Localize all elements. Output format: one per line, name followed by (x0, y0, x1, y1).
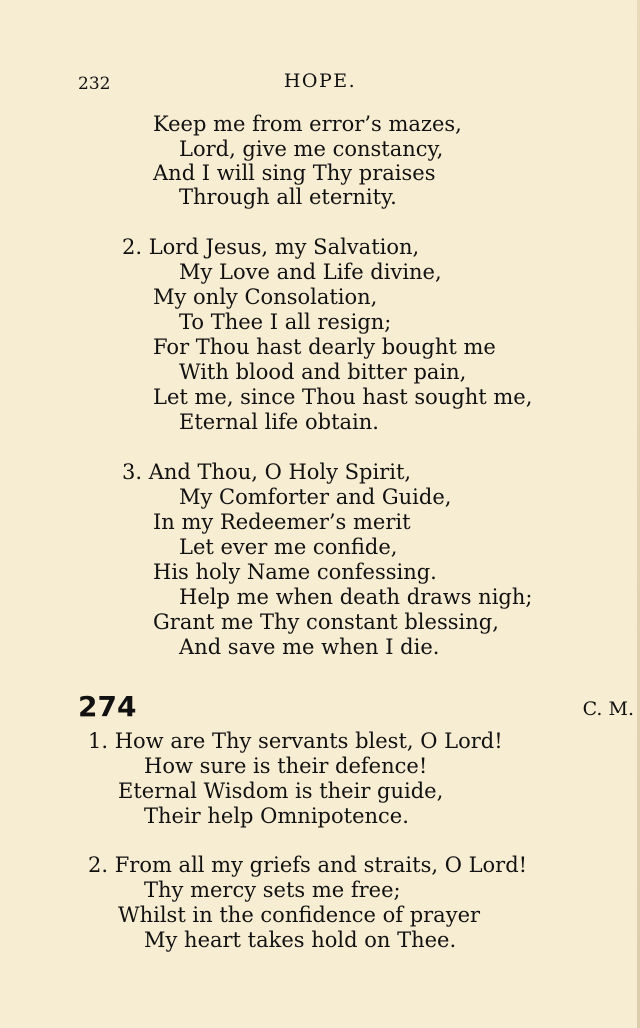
verse-line: How sure is their defence! (144, 754, 428, 778)
page-number: 232 (78, 74, 111, 94)
hymn-number: 274 (78, 690, 137, 723)
verse-line: And I will sing Thy praises (153, 161, 436, 185)
hymn-meter: C. M. (582, 698, 634, 720)
verse-line: My only Consolation, (153, 285, 378, 309)
verse-line: With blood and bitter pain, (179, 360, 467, 384)
verse-line: Their help Omnipotence. (144, 804, 409, 828)
verse-line: 3. And Thou, O Holy Spirit, (122, 460, 412, 484)
verse-line: Help me when death draws nigh; (179, 585, 533, 609)
verse-line: 1. How are Thy servants blest, O Lord! (88, 729, 503, 753)
verse-line: Keep me from error’s mazes, (153, 112, 462, 136)
verse-line: Let ever me confide, (179, 535, 398, 559)
verse-line: In my Redeemer’s merit (153, 510, 411, 534)
verse-line: Lord, give me constancy, (179, 137, 444, 161)
verse-line: My Love and Life divine, (179, 260, 442, 284)
verse-line: His holy Name confessing. (153, 560, 437, 584)
verse-line: Through all eternity. (179, 185, 397, 209)
verse-line: Thy mercy sets me free; (144, 878, 401, 902)
verse-line: 2. From all my griefs and straits, O Lord! (88, 853, 528, 877)
verse-line: My Comforter and Guide, (179, 485, 452, 509)
verse-line: My heart takes hold on Thee. (144, 928, 457, 952)
verse-line: For Thou hast dearly bought me (153, 335, 496, 359)
verse-line: Whilst in the confidence of prayer (118, 903, 481, 927)
verse-line: And save me when I die. (179, 635, 440, 659)
verse-line: Eternal Wisdom is their guide, (118, 779, 444, 803)
verse-line: To Thee I all resign; (179, 310, 392, 334)
verse-line: Eternal life obtain. (179, 410, 379, 434)
verse-line: Let me, since Thou hast sought me, (153, 385, 533, 409)
verse-line: Grant me Thy constant blessing, (153, 610, 499, 634)
verse-line: 2. Lord Jesus, my Salvation, (122, 235, 420, 259)
running-head: HOPE. (283, 70, 357, 92)
